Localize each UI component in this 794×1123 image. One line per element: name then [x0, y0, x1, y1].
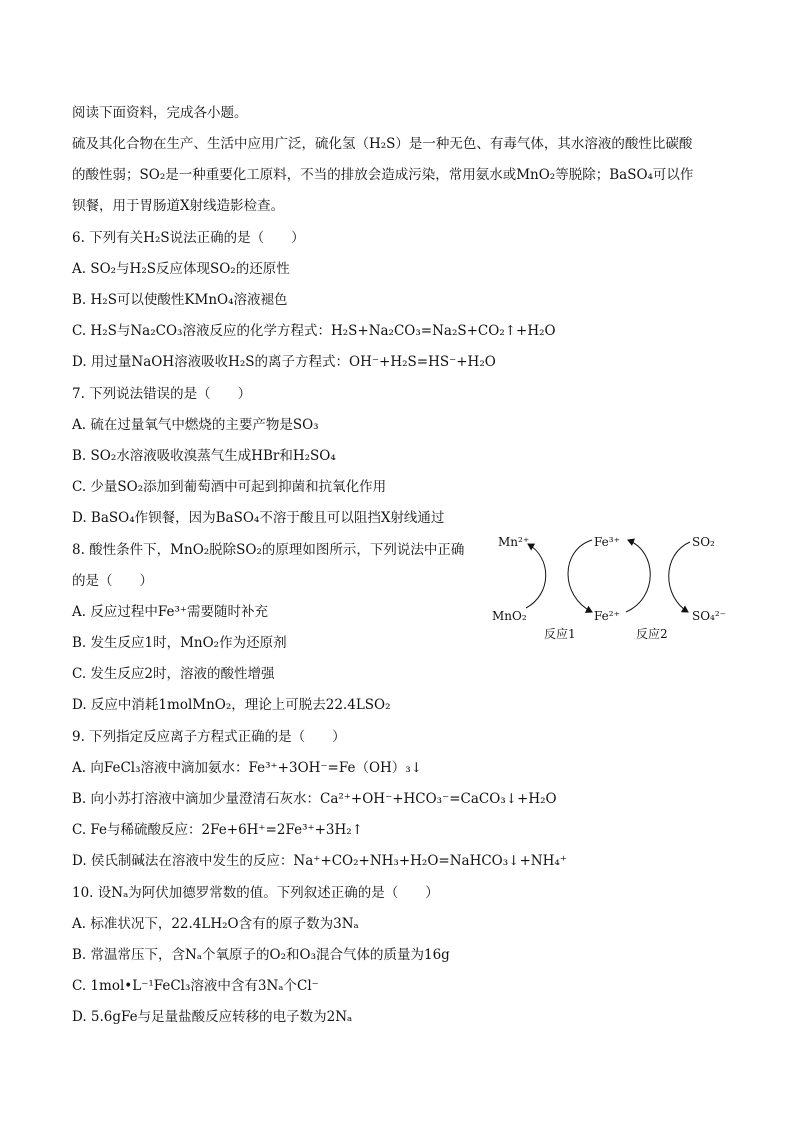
mno2-to-mn2-arrow	[526, 544, 546, 608]
question-8-stem: 8. 酸性条件下，MnO₂脱除SO₂的原理如图所示，下列说法中正确	[72, 542, 465, 558]
passage-line: 硫及其化合物在生产、生活中应用广泛，硫化氢（H₂S）是一种无色、有毒气体，其水溶液的酸性比碳酸	[72, 136, 693, 152]
passage-line: 钡餐，用于胃肠道X射线造影检查。	[72, 198, 285, 214]
question-8-option-d: D. 反应中消耗1molMnO₂，理论上可脱去22.4LSO₂	[72, 697, 391, 713]
question-7-option-b: B. SO₂水溶液吸收溴蒸气生成HBr和H₂SO₄	[72, 448, 336, 464]
question-6-option-c: C. H₂S与Na₂CO₃溶液反应的化学方程式：H₂S+Na₂CO₃=Na₂S+CO₂↑+H₂O	[72, 323, 556, 339]
question-7-option-c: C. 少量SO₂添加到葡萄酒中可起到抑菌和抗氧化作用	[72, 479, 387, 495]
question-8-option-a: A. 反应过程中Fe³⁺需要随时补充	[72, 604, 268, 620]
question-9-option-b: B. 向小苏打溶液中滴加少量澄清石灰水：Ca²⁺+OH⁻+HCO₃⁻=CaCO₃↓+H₂O	[72, 791, 557, 807]
question-9-stem: 9. 下列指定反应离子方程式正确的是（ ）	[72, 729, 346, 745]
reaction1-label: 反应1	[544, 627, 576, 641]
question-7-stem: 7. 下列说法错误的是（ ）	[72, 386, 252, 402]
intro-text: 阅读下面资料，完成各小题。	[72, 105, 248, 121]
fe2-to-fe3-arrow	[626, 540, 650, 612]
question-7-option-d: D. BaSO₄作钡餐，因为BaSO₄不溶于酸且可以阻挡X射线通过	[72, 510, 445, 526]
question-6-option-b: B. H₂S可以使酸性KMnO₄溶液褪色	[72, 292, 288, 308]
fe3-label: Fe³⁺	[594, 535, 620, 549]
question-10-option-d: D. 5.6gFe与足量盐酸反应转移的电子数为2Nₐ	[72, 1009, 353, 1025]
question-9-option-c: C. Fe与稀硫酸反应：2Fe+6H⁺=2Fe³⁺+3H₂↑	[72, 822, 364, 838]
question-10-option-a: A. 标准状况下，22.4LH₂O含有的原子数为3Nₐ	[72, 916, 359, 932]
so2-label: SO₂	[692, 535, 715, 549]
fe2-label: Fe²⁺	[594, 609, 620, 623]
question-7-option-a: A. 硫在过量氧气中燃烧的主要产物是SO₃	[72, 417, 319, 433]
reaction2-label: 反应2	[636, 627, 668, 641]
question-6-option-d: D. 用过量NaOH溶液吸收H₂S的离子方程式：OH⁻+H₂S=HS⁻+H₂O	[72, 354, 496, 370]
question-8-stem: 的是（ ）	[72, 573, 153, 589]
so2-to-so4-arrow	[669, 542, 690, 612]
question-8-option-b: B. 发生反应1时，MnO₂作为还原剂	[72, 635, 287, 651]
question-10-stem: 10. 设Nₐ为阿伏加德罗常数的值。下列叙述正确的是（ ）	[72, 885, 439, 901]
fe3-to-fe2-arrow	[568, 540, 592, 612]
reaction-cycle-diagram	[488, 528, 728, 648]
question-9-option-d: D. 侯氏制碱法在溶液中发生的反应：Na⁺+CO₂+NH₃+H₂O=NaHCO₃↓+NH₄⁺	[72, 853, 567, 869]
question-6-option-a: A. SO₂与H₂S反应体现SO₂的还原性	[72, 261, 290, 277]
question-8-option-c: C. 发生反应2时，溶液的酸性增强	[72, 666, 275, 682]
so4-label: SO₄²⁻	[692, 609, 727, 623]
question-9-option-a: A. 向FeCl₃溶液中滴加氨水：Fe³⁺+3OH⁻=Fe（OH）₃↓	[72, 760, 423, 776]
question-10-option-b: B. 常温常压下，含Nₐ个氧原子的O₂和O₃混合气体的质量为16g	[72, 947, 450, 963]
mn2-label: Mn²⁺	[498, 535, 530, 549]
mno2-label: MnO₂	[492, 609, 527, 623]
passage-line: 的酸性弱；SO₂是一种重要化工原料，不当的排放会造成污染，常用氨水或MnO₂等脱除；BaSO₄可以作	[72, 167, 694, 183]
question-10-option-c: C. 1mol•L⁻¹FeCl₃溶液中含有3Nₐ个Cl⁻	[72, 978, 319, 994]
question-6-stem: 6. 下列有关H₂S说法正确的是（ ）	[72, 230, 305, 246]
